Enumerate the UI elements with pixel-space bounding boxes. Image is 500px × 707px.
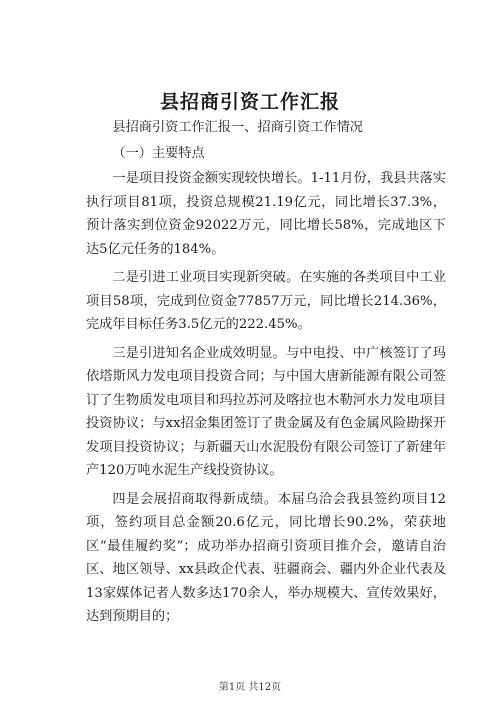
document-subtitle: 县招商引资工作汇报一、招商引资工作情况 — [112, 120, 363, 135]
paragraph-2: 二是引进工业项目实现新突破。在实施的各类项目中工业项目58项，完成到位资金77857万元，同比增长214.36%，完成年目标任务3.5亿元的222.45%。 — [86, 270, 446, 332]
section-heading: （一）主要特点 — [112, 145, 205, 161]
paragraph-3: 三是引进知名企业成效明显。与中电投、中广核签订了玛依塔斯风力发电项目投资合同；与中国大唐新能源有限公司签订了生物质发电项目和玛拉苏河及喀拉也木勒河水力发电项目投资协议；与xx招金集团签订了贵金属及有色金属风险勘探开发项目投资协议；与新疆天山水泥股份有限公司签订了新建年产120万吨水泥生产线投资协议。 — [86, 345, 446, 478]
document-title: 县招商引资工作汇报 — [159, 91, 340, 113]
document-body — [86, 116, 446, 634]
page-number: 第1页 共12页 — [218, 682, 282, 693]
paragraph-4: 四是会展招商取得新成绩。本届乌洽会我县签约项目12项，签约项目总金额20.6亿元，同比增长90.2%，荣获地区“最佳履约奖”；成功举办招商引资项目推介会，邀请自治区、地区领导、xx县政企代表、驻疆商会、疆内外企业代表及13家媒体记者人数多达170余人，举办规模大、宣传效果好，达到预期目的； — [86, 491, 446, 624]
paragraph-1: 一是项目投资金额实现较快增长。1-11月份，我县共落实执行项目81项，投资总规模21.19亿元，同比增长37.3%，预计落实到位资金92022万元，同比增长58%，完成地区下达5亿元任务的184%。 — [86, 171, 446, 257]
